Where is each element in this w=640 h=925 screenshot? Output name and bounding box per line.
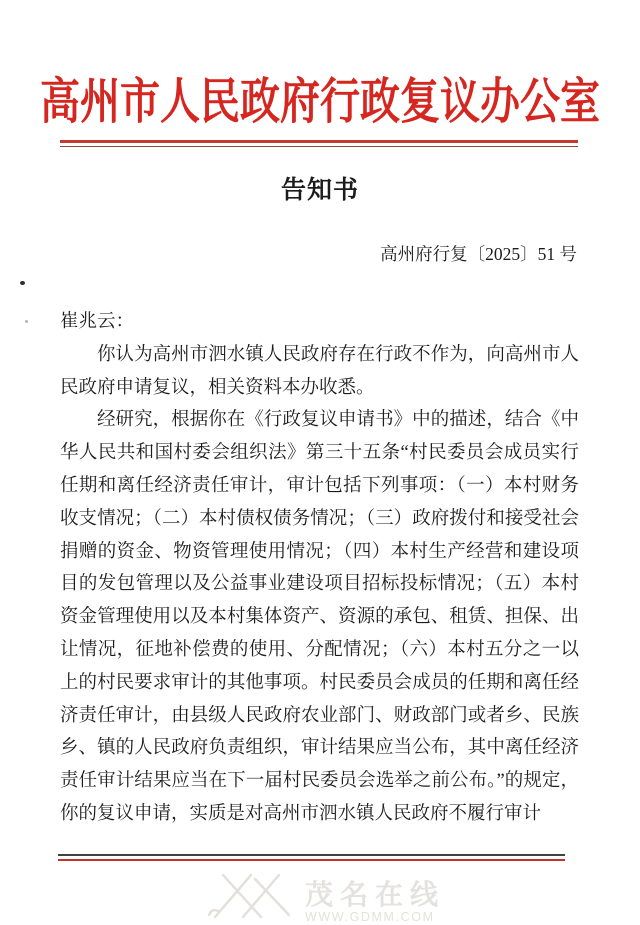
watermark-site-name: 茂名在线 bbox=[305, 879, 446, 910]
document-title: 告知书 bbox=[280, 177, 359, 204]
watermark bbox=[207, 869, 445, 925]
watermark-site-url: WWW.GDMM.COM bbox=[305, 910, 435, 924]
watermark-logo-icon bbox=[207, 869, 293, 921]
reference-number: 高州府行复〔2025〕51 号 bbox=[380, 244, 577, 264]
scan-speck-dark bbox=[20, 281, 25, 285]
watermark-text bbox=[305, 869, 445, 925]
body-paragraph-1: 你认为高州市泗水镇人民政府存在行政不作为，向高州市人民政府申请复议，相关资料本办收悉。 bbox=[60, 344, 579, 398]
letterhead-divider bbox=[60, 140, 578, 147]
body-paragraph-2: 经研究，根据你在《行政复议申请书》中的描述，结合《中华人民共和国村委会组织法》第三十五条“村民委员会成员实行任期和离任经济责任审计，审计包括下列事项：（一）本村财务收支情况；（二）本村债权债务情况；（三）政府拨付和接受社会捐赠的资金、物资管理使用情况；（四）本村生产经营和建设项目的发包管理以及公益事业建设项目招标投标情况；（五）本村资金管理使用以及本村集体资产、资源的承包、租赁、担保、出让情况，征地补偿费的使用、分配情况；（六）本村五分之一以上的村民要求审计的其他事项。村民委员会成员的任期和离任经济责任审计，由县级人民政府农业部门、财政部门或者乡、民族乡、镇的人民政府负责组织，审计结果应当公布，其中离任经济责任审计结果应当在下一届村民委员会选举之前公布。”的规定，你的复议申请，实质是对高州市泗水镇人民政府不履行审计 bbox=[60, 410, 579, 824]
letterhead-office-name: 高州市人民政府行政复议办公室 bbox=[40, 73, 600, 129]
salutation: 崔兆云： bbox=[60, 312, 135, 332]
document-body bbox=[60, 306, 579, 831]
scan-speck-light bbox=[25, 320, 28, 323]
footer-divider bbox=[58, 854, 565, 861]
